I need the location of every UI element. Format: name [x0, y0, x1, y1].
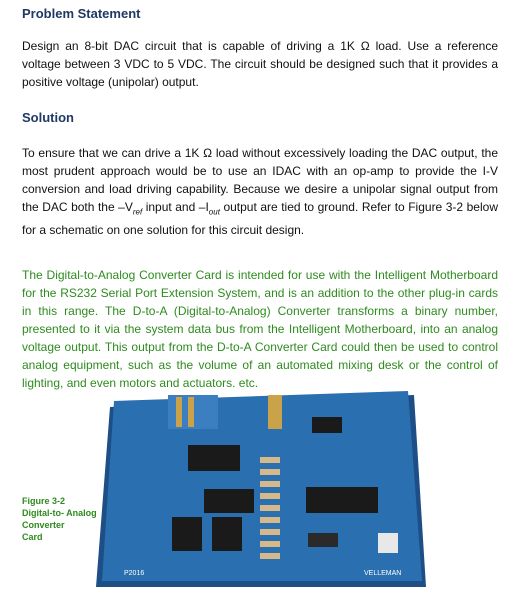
solution-text-c: output are tied to ground. Refer to Figure 3-2 below for a schematic on one solution for this circuit design. [22, 200, 498, 238]
figure-caption [22, 495, 112, 543]
component-block [308, 533, 338, 547]
ic-chip-5 [172, 517, 202, 551]
ic-chip-2 [204, 489, 254, 513]
ic-chip-1 [188, 445, 240, 471]
solution-text-a: To ensure that we can drive a 1K Ω load without excessively loading the DAC output, the most prudent approach would be to use an IDAC with an op-amp to provide the I-V conversion and load driving capability. Because we desire a unipolar signal output from the DAC both the –V [22, 146, 498, 214]
board-label-left: P2016 [124, 570, 145, 577]
caption-line-2: Digital-to- Analog [22, 508, 97, 518]
caption-line-3: Converter [22, 520, 65, 530]
top-pins [268, 395, 282, 429]
vref-subscript: ref [132, 207, 143, 217]
solution-text [22, 144, 498, 239]
problem-heading: Problem Statement [22, 6, 141, 21]
velleman-logo [378, 533, 398, 553]
resistor-array [260, 457, 280, 559]
caption-line-4: Card [22, 532, 43, 542]
solution-heading: Solution [22, 110, 74, 125]
problem-text: Design an 8-bit DAC circuit that is capable of driving a 1K Ω load. Use a reference voltage between 3 VDC to 5 VDC. The circuit should be designed such that it provides a positive voltage (unipolar) output. [22, 39, 498, 89]
dac-card-photo [96, 391, 426, 587]
caption-line-1: Figure 3-2 [22, 496, 66, 506]
solution-text-b: input and –I [142, 200, 209, 214]
board-label-right: VELLEMAN [364, 570, 402, 577]
ic-chip-4 [306, 487, 378, 513]
description-text: The Digital-to-Analog Converter Card is intended for use with the Intelligent Motherboard for the RS232 Serial Port Extension System, and is an addition to the other plug-in cards in this range. The D-to-A (Digital-to-Analog) Converter transforms a binary number, presented to it via the system data bus from the Intelligent Motherboard, into an analog voltage output. This output from the D-to-A Converter Card could then be used to control analog equipment, such as the volume of an automated mixing desk or the control of lighting, and even motors and actuators. etc. [22, 268, 498, 390]
ic-chip-3 [312, 417, 342, 433]
ic-chip-6 [212, 517, 242, 551]
iout-subscript: out [208, 207, 220, 217]
